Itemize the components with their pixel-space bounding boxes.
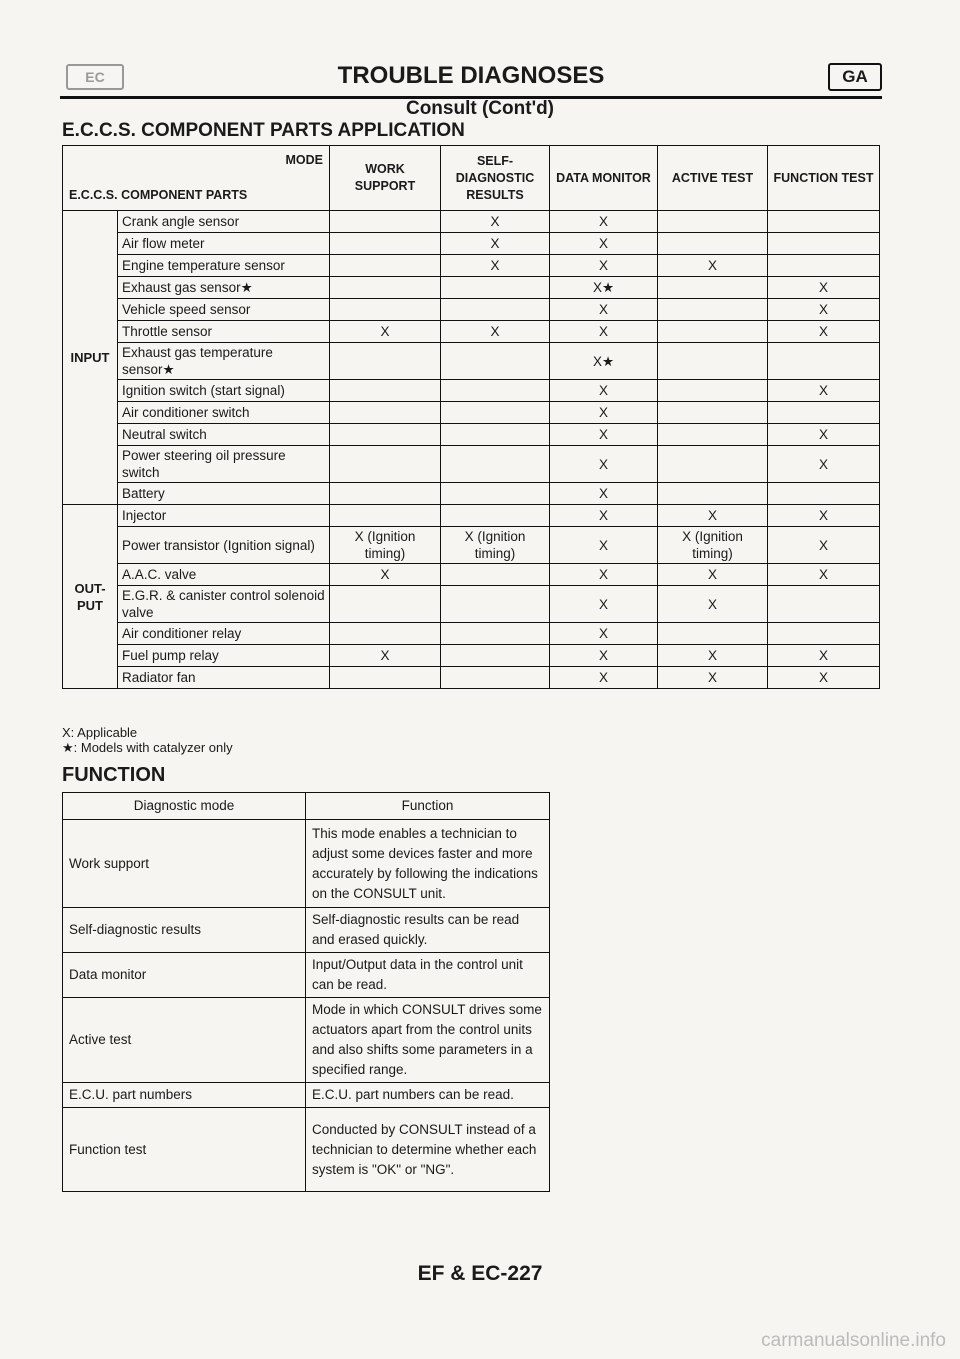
mode-cell <box>441 277 550 299</box>
mode-cell: X <box>550 586 658 623</box>
component-name: Exhaust gas sensor★ <box>118 277 330 299</box>
mode-cell: X <box>441 255 550 277</box>
mode-cell: X <box>441 321 550 343</box>
mode-cell: X <box>768 446 880 483</box>
table-row <box>63 667 880 689</box>
mode-cell: X <box>550 380 658 402</box>
mode-cell: X (Ignition timing) <box>330 527 441 564</box>
diagnostic-mode-name: Data monitor <box>63 953 306 998</box>
mode-cell <box>441 424 550 446</box>
mode-cell: X <box>550 255 658 277</box>
function-header-function: Function <box>306 793 550 820</box>
function-table-body <box>63 820 550 1192</box>
mode-cell: X <box>768 505 880 527</box>
mode-cell <box>330 380 441 402</box>
mode-cell <box>441 483 550 505</box>
mode-cell: X★ <box>550 277 658 299</box>
column-header: FUNCTION TEST <box>768 146 880 211</box>
diagnostic-mode-function: Input/Output data in the control unit can be read. <box>306 953 550 998</box>
mode-cell <box>768 255 880 277</box>
diagnostic-mode-function: This mode enables a technician to adjust some devices faster and more accurately by following the indications on the CONSULT unit. <box>306 820 550 908</box>
mode-cell <box>658 380 768 402</box>
mode-cell <box>330 505 441 527</box>
diagnostic-mode-name: Self-diagnostic results <box>63 908 306 953</box>
table-row <box>63 277 880 299</box>
mode-cell <box>330 424 441 446</box>
table-row <box>63 402 880 424</box>
mode-cell <box>330 211 441 233</box>
diagnostic-mode-name: E.C.U. part numbers <box>63 1083 306 1108</box>
mode-cell: X <box>441 211 550 233</box>
component-name: Neutral switch <box>118 424 330 446</box>
mode-cell <box>441 645 550 667</box>
mode-cell <box>441 380 550 402</box>
parts-table-body <box>63 211 880 689</box>
table-row <box>63 424 880 446</box>
component-name: Ignition switch (start signal) <box>118 380 330 402</box>
table-row <box>63 255 880 277</box>
mode-cell: X <box>768 277 880 299</box>
column-header: DATA MONITOR <box>550 146 658 211</box>
component-name: Air conditioner switch <box>118 402 330 424</box>
mode-cell: X <box>550 402 658 424</box>
table-row <box>63 505 880 527</box>
table-row <box>63 483 880 505</box>
mode-cell: X <box>550 211 658 233</box>
mode-cell <box>768 586 880 623</box>
component-name: Throttle sensor <box>118 321 330 343</box>
mode-cell: X <box>768 380 880 402</box>
mode-cell <box>441 446 550 483</box>
diagnostic-mode-function: Mode in which CONSULT drives some actuators apart from the control units and also shifts some parameters in a specified range. <box>306 998 550 1083</box>
page-title: TROUBLE DIAGNOSES <box>337 62 605 89</box>
mode-cell: X★ <box>550 343 658 380</box>
table-row <box>63 321 880 343</box>
mode-cell: X <box>550 564 658 586</box>
mode-cell <box>330 299 441 321</box>
mode-cell <box>330 446 441 483</box>
mode-cell <box>441 667 550 689</box>
column-header: ACTIVE TEST <box>658 146 768 211</box>
table-corner-header <box>63 146 330 211</box>
mode-cell <box>441 623 550 645</box>
mode-cell <box>658 402 768 424</box>
watermark: carmanualsonline.info <box>761 1330 946 1351</box>
mode-cell <box>658 343 768 380</box>
table-row <box>63 953 550 998</box>
diagnostic-mode-name: Active test <box>63 998 306 1083</box>
note-applicable: X: Applicable <box>62 725 138 740</box>
component-name: Radiator fan <box>118 667 330 689</box>
mode-cell: X <box>330 564 441 586</box>
mode-cell: X <box>550 645 658 667</box>
mode-cell: X <box>550 321 658 343</box>
mode-cell <box>768 211 880 233</box>
diagnostic-mode-function: Conducted by CONSULT instead of a technician to determine whether each system is "OK" or "NG". <box>306 1108 550 1192</box>
group-label-input: INPUT <box>63 211 118 505</box>
mode-cell: X <box>658 564 768 586</box>
table-row <box>63 908 550 953</box>
mode-cell <box>768 623 880 645</box>
mode-cell: X <box>550 299 658 321</box>
mode-cell: X <box>330 645 441 667</box>
mode-cell <box>441 564 550 586</box>
table-row <box>63 343 880 380</box>
mode-cell: X <box>768 424 880 446</box>
corner-parts-label: E.C.C.S. COMPONENT PARTS <box>69 188 248 202</box>
mode-cell <box>330 402 441 424</box>
mode-cell: X (Ignition timing) <box>658 527 768 564</box>
mode-cell <box>330 343 441 380</box>
mode-cell <box>658 233 768 255</box>
page-header <box>60 60 882 99</box>
mode-cell: X <box>658 667 768 689</box>
mode-cell: X <box>658 586 768 623</box>
table-row <box>63 1083 550 1108</box>
mode-cell <box>768 343 880 380</box>
diagnostic-mode-name: Function test <box>63 1108 306 1192</box>
mode-cell <box>658 446 768 483</box>
component-name: A.A.C. valve <box>118 564 330 586</box>
diagnostic-mode-function: Self-diagnostic results can be read and erased quickly. <box>306 908 550 953</box>
mode-cell <box>330 233 441 255</box>
mode-cell <box>330 277 441 299</box>
component-name: Exhaust gas temperature sensor★ <box>118 343 330 380</box>
mode-cell <box>330 623 441 645</box>
component-name: Battery <box>118 483 330 505</box>
section-tab-left: EC <box>66 64 124 90</box>
mode-cell: X <box>768 527 880 564</box>
table-row <box>63 299 880 321</box>
table-row <box>63 564 880 586</box>
mode-cell: X <box>550 424 658 446</box>
mode-cell <box>658 321 768 343</box>
table-row <box>63 820 550 908</box>
mode-cell <box>441 299 550 321</box>
mode-cell: X <box>768 321 880 343</box>
parts-application-table <box>62 145 880 689</box>
mode-cell <box>441 505 550 527</box>
page-number: EF & EC-227 <box>417 1262 543 1285</box>
diagnostic-mode-function: E.C.U. part numbers can be read. <box>306 1083 550 1108</box>
function-table <box>62 792 550 1192</box>
component-name: Injector <box>118 505 330 527</box>
mode-cell <box>330 586 441 623</box>
component-name: Power transistor (Ignition signal) <box>118 527 330 564</box>
component-name: Air conditioner relay <box>118 623 330 645</box>
corner-mode-label: MODE <box>285 153 323 167</box>
mode-cell <box>658 483 768 505</box>
mode-cell: X <box>768 645 880 667</box>
table-notes <box>62 725 233 755</box>
mode-cell <box>441 402 550 424</box>
mode-cell: X <box>550 527 658 564</box>
mode-cell: X <box>658 255 768 277</box>
component-name: Crank angle sensor <box>118 211 330 233</box>
component-name: Power steering oil pressure switch <box>118 446 330 483</box>
mode-cell <box>658 277 768 299</box>
mode-cell: X <box>550 505 658 527</box>
mode-cell <box>658 299 768 321</box>
table-row <box>63 527 880 564</box>
mode-cell: X <box>658 645 768 667</box>
mode-cell: X <box>550 483 658 505</box>
table-row <box>63 645 880 667</box>
diagnostic-mode-name: Work support <box>63 820 306 908</box>
component-name: Engine temperature sensor <box>118 255 330 277</box>
mode-cell: X <box>550 623 658 645</box>
mode-cell <box>658 424 768 446</box>
table-row <box>63 211 880 233</box>
table-row <box>63 998 550 1083</box>
mode-cell: X <box>768 564 880 586</box>
mode-cell: X (Ignition timing) <box>441 527 550 564</box>
mode-cell: X <box>550 233 658 255</box>
mode-cell <box>768 233 880 255</box>
function-section-title: FUNCTION <box>62 764 166 786</box>
mode-cell: X <box>441 233 550 255</box>
mode-cell <box>658 211 768 233</box>
table-row <box>63 380 880 402</box>
note-catalyzer: ★: Models with catalyzer only <box>62 740 233 755</box>
mode-cell: X <box>658 505 768 527</box>
parts-section-title: E.C.C.S. COMPONENT PARTS APPLICATION <box>62 120 465 141</box>
component-name: E.G.R. & canister control solenoid valve <box>118 586 330 623</box>
mode-cell: X <box>768 667 880 689</box>
mode-cell <box>768 483 880 505</box>
mode-cell <box>441 586 550 623</box>
table-row <box>63 586 880 623</box>
section-tab-right: GA <box>828 63 882 91</box>
table-row <box>63 1108 550 1192</box>
mode-cell <box>658 623 768 645</box>
mode-cell <box>768 402 880 424</box>
mode-cell <box>330 667 441 689</box>
mode-cell <box>330 255 441 277</box>
component-name: Fuel pump relay <box>118 645 330 667</box>
function-header-mode: Diagnostic mode <box>63 793 306 820</box>
table-row <box>63 623 880 645</box>
mode-cell: X <box>330 321 441 343</box>
column-header: WORK SUPPORT <box>330 146 441 211</box>
mode-cell: X <box>550 667 658 689</box>
component-name: Air flow meter <box>118 233 330 255</box>
mode-cell: X <box>768 299 880 321</box>
page-subtitle: Consult (Cont'd) <box>405 98 555 119</box>
column-header: SELF-DIAGNOSTIC RESULTS <box>441 146 550 211</box>
group-label-output: OUT-PUT <box>63 505 118 689</box>
mode-cell <box>330 483 441 505</box>
table-row <box>63 446 880 483</box>
component-name: Vehicle speed sensor <box>118 299 330 321</box>
mode-cell <box>441 343 550 380</box>
mode-cell: X <box>550 446 658 483</box>
table-row <box>63 233 880 255</box>
